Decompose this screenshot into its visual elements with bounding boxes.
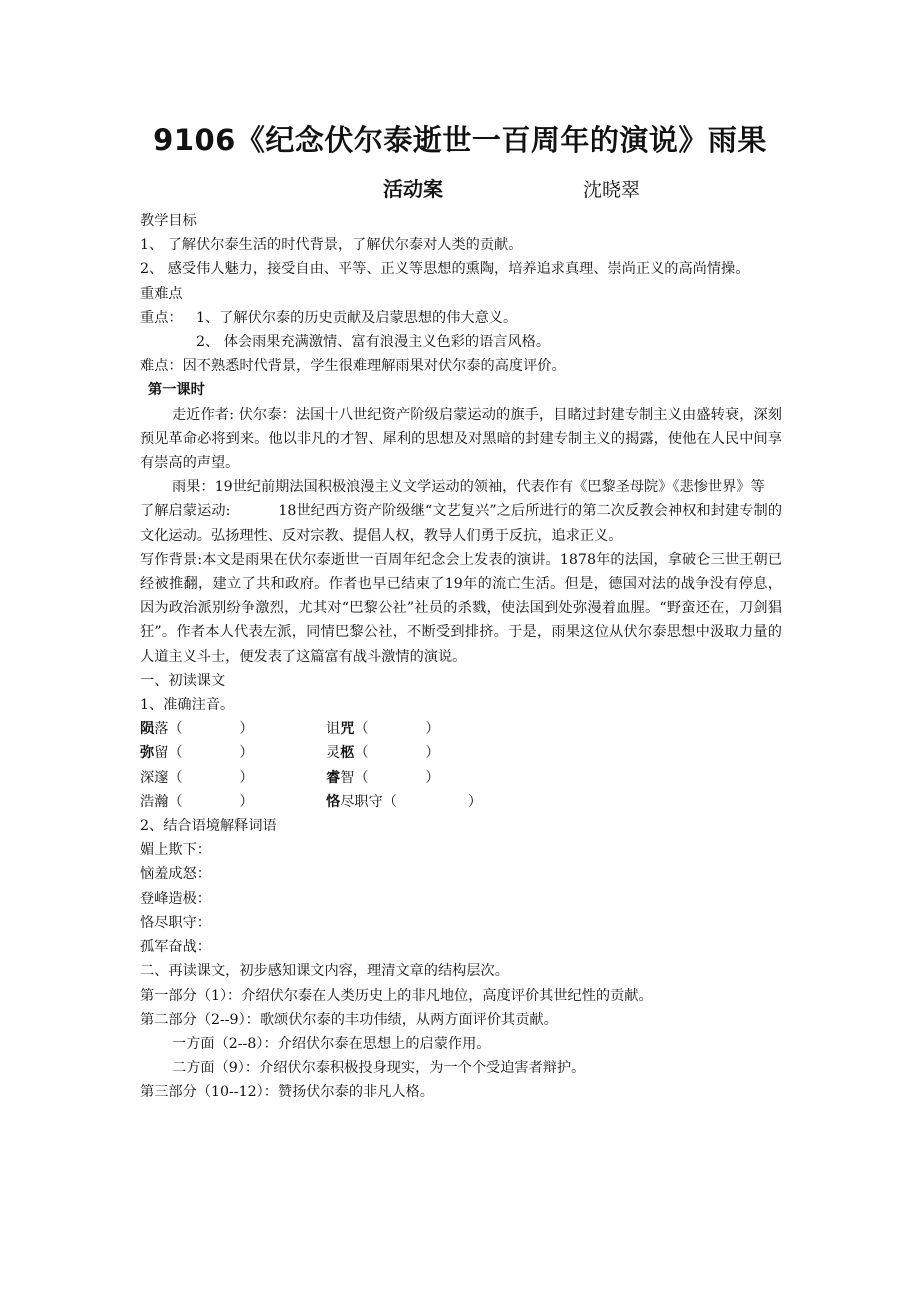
pinyin-char: 恪 (326, 793, 341, 810)
pinyin-row (140, 741, 782, 765)
pinyin-word: 浩瀚（ ） (140, 793, 254, 810)
pinyin-char: 睿 (326, 769, 341, 786)
zhongdian-row (140, 306, 782, 330)
pinyin-blank: 智（ ） (340, 769, 440, 786)
word-item: 恪尽职守： (140, 914, 211, 931)
pinyin-word: 留（ ） (154, 745, 254, 762)
pinyin-word: 深邃（ ） (140, 769, 254, 786)
pinyin-word: 落（ ） (154, 721, 254, 738)
structure-subpart: 二方面（9）：介绍伏尔泰积极投身现实，为一个个受迫害者辩护。 (172, 1060, 586, 1077)
goal-item: 2、 感受伟人魅力，接受自由、平等、正义等思想的熏陶，培养追求真理、崇尚正义的高尚情操。 (140, 261, 750, 278)
word-item: 恼羞成怒： (140, 866, 211, 883)
pinyin-row (140, 790, 782, 814)
structure-part: 第一部分（1）：介绍伏尔泰在人类历史上的非凡地位，高度评价其世纪性的贡献。 (140, 987, 653, 1004)
document-author: 沈晓翠 (583, 179, 641, 201)
pinyin-char: 柩 (340, 745, 355, 762)
document-body (140, 209, 782, 1105)
enlightenment-paragraph (140, 499, 782, 547)
pinyin-word: 诅 (326, 721, 341, 738)
word-item: 登峰造极： (140, 890, 211, 907)
pinyin-heading: 1、准确注音。 (140, 697, 235, 714)
goals-heading: 教学目标 (140, 213, 197, 229)
zhongdian-label: 重点： (140, 309, 183, 326)
zhongdian-item: 1、了解伏尔泰的历史贡献及启蒙思想的伟大意义。 (196, 309, 518, 326)
pinyin-char: 咒 (340, 721, 355, 738)
pinyin-row (140, 766, 782, 790)
lesson1-heading: 第一课时 (148, 382, 205, 399)
hugo-intro: 雨果：19世纪前期法国积极浪漫主义文学运动的领袖，代表作有《巴黎圣母院》《悲惨世界》等 (172, 479, 765, 496)
document-title: 9106《纪念伏尔泰逝世一百周年的演说》雨果 (153, 123, 767, 157)
enlightenment-text: 18世纪西方资产阶级继“文艺复兴”之后所进行的第二次反教会神权和封建专制的文化运动。弘扬理性、反对宗教、提倡人权，教导人们勇于反抗，追求正义。 (140, 503, 783, 544)
pinyin-char: 陨 (140, 721, 155, 738)
structure-part: 第二部分（2--9）：歌颂伏尔泰的丰功伟绩，从两方面评价其贡献。 (140, 1011, 558, 1028)
word-item: 媚上欺下： (140, 842, 211, 859)
enlightenment-label: 了解启蒙运动: (140, 503, 231, 520)
document-subtitle: 活动案 (383, 177, 443, 201)
structure-subpart: 一方面（2--8）：介绍伏尔泰在思想上的启蒙作用。 (172, 1035, 491, 1052)
author-intro: 走近作者: 伏尔泰：法国十八世纪资产阶级启蒙运动的旗手，目睹过封建专制主义由盛转衰，深刻预见革命必将到来。他以非凡的才智、犀利的思想及对黑暗的封建专制主义的揭露，使他在人民中间享有崇高的声望。 (140, 406, 782, 472)
pinyin-row (140, 717, 782, 741)
words-heading: 2、结合语境解释词语 (140, 818, 277, 835)
keypoints-heading: 重难点 (140, 285, 183, 302)
nandian: 难点：因不熟悉时代背景，学生很难理解雨果对伏尔泰的高度评价。 (140, 358, 566, 375)
goal-item: 1、 了解伏尔泰生活的时代背景，了解伏尔泰对人类的贡献。 (140, 237, 523, 254)
zhongdian-item: 2、 体会雨果充满激情、富有浪漫主义色彩的语言风格。 (196, 334, 551, 351)
background-paragraph: 写作背景:本文是雨果在伏尔泰逝世一百周年纪念会上发表的演讲。1878年的法国，拿破仑三世王朝已经被推翻，建立了共和政府。作者也早已结束了19年的流亡生活。但是，德国对法的战争没有停息，因为政治派别纷争激烈，尤其对“巴黎公社”社员的杀戮，使法国到处弥漫着血腥。“野蛮还在，刀剑猖狂”。作者本人代表左派，同情巴黎公社，不断受到排挤。于是，雨果这位从伏尔泰思想中汲取力量的人道主义斗士，便发表了这篇富有战斗激情的演说。 (140, 551, 782, 665)
part1-heading: 一、初读课文 (140, 672, 226, 689)
pinyin-char: 弥 (140, 745, 155, 762)
pinyin-word: 灵 (326, 745, 341, 762)
structure-part: 第三部分（10--12）：赞扬伏尔泰的非凡人格。 (140, 1084, 434, 1101)
pinyin-blank: 尽职守（ ） (340, 793, 483, 810)
pinyin-blank: （ ） (354, 745, 440, 762)
word-item: 孤军奋战： (140, 939, 211, 956)
part2-heading: 二、再读课文，初步感知课文内容，理清文章的结构层次。 (140, 963, 509, 980)
pinyin-blank: （ ） (354, 721, 440, 738)
